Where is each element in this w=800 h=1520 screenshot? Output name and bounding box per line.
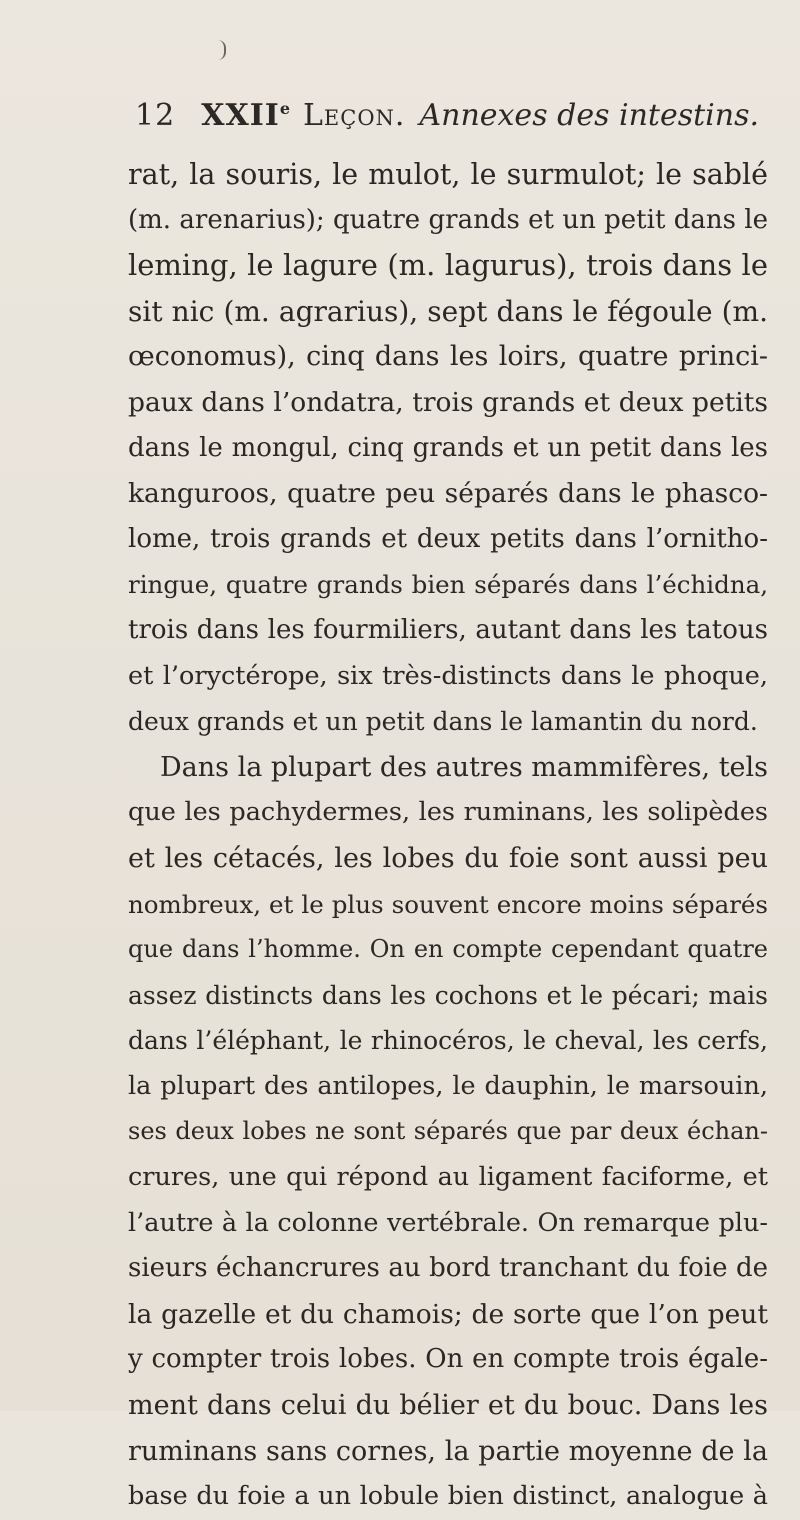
text-line: crures, une qui répond au ligament faciforme, et	[128, 1162, 768, 1193]
text-line: ringue, quatre grands bien séparés dans l’échidna,	[128, 570, 768, 600]
text-line: ment dans celui du bélier et du bouc. Dans les	[128, 1390, 768, 1422]
text-line: la gazelle et du chamois; de sorte que l’on peut	[128, 1298, 768, 1330]
text-line: Dans la plupart des autres mammifères, tels	[160, 751, 768, 783]
text-line: l’autre à la colonne vertébrale. On remarque plu-	[128, 1207, 768, 1238]
running-header	[135, 98, 760, 144]
text-line: œconomus), cinq dans les loirs, quatre princi-	[128, 341, 768, 373]
text-line: trois dans les fourmiliers, autant dans les tatous	[128, 614, 768, 645]
lecon-label: Leçon.	[303, 98, 406, 133]
text-line: et l’oryctérope, six très-distincts dans le phoque,	[128, 660, 768, 691]
text-line: (m. arenarius); quatre grands et un petit dans le	[128, 204, 768, 235]
text-line: leming, le lagure (m. lagurus), trois dans le	[128, 248, 768, 283]
chapter-ordinal: e	[279, 99, 291, 118]
text-line: sit nic (m. agrarius), sept dans le fégoule (m.	[128, 294, 768, 328]
text-line: la plupart des antilopes, le dauphin, le marsouin,	[128, 1070, 768, 1101]
text-line: paux dans l’ondatra, trois grands et deux petits	[128, 386, 768, 418]
text-line: base du foie a un lobule bien distinct, analogue à	[128, 1481, 768, 1512]
body-text	[128, 152, 768, 1520]
running-title: Annexes des intestins.	[419, 98, 760, 133]
text-line: y compter trois lobes. On en compte trois égale-	[128, 1344, 768, 1375]
text-line: nombreux, et le plus souvent encore moins séparés	[128, 889, 768, 919]
text-line: que les pachydermes, les ruminans, les solipèdes	[128, 797, 768, 828]
text-line: dans l’éléphant, le rhinocéros, le cheval, les cerfs,	[128, 1026, 768, 1056]
chapter-numeral: XXII	[201, 98, 280, 133]
text-line: et les cétacés, les lobes du foie sont aussi peu	[128, 842, 768, 874]
text-line: sieurs échancrures au bord tranchant du foie de	[128, 1253, 768, 1284]
text-line: que dans l’homme. On en compte cependant quatre	[128, 935, 768, 964]
text-line: dans le mongul, cinq grands et un petit dans les	[128, 432, 768, 463]
text-line: assez distincts dans les cochons et le pécari; mais	[128, 980, 768, 1010]
text-line: ruminans sans cornes, la partie moyenne de la	[128, 1435, 768, 1467]
text-line: kanguroos, quatre peu séparés dans le phasco-	[128, 478, 768, 510]
page-number: 12	[135, 98, 176, 133]
text-line: ses deux lobes ne sont séparés que par deux échan-	[128, 1117, 768, 1146]
bleed-through-mark	[218, 40, 226, 60]
text-line: rat, la souris, le mulot, le surmulot; le sablé	[128, 158, 768, 191]
text-line: lome, trois grands et deux petits dans l’ornitho-	[128, 523, 768, 554]
chapter-number	[201, 98, 291, 133]
text-line: deux grands et un petit dans le lamantin du nord.	[128, 707, 758, 737]
